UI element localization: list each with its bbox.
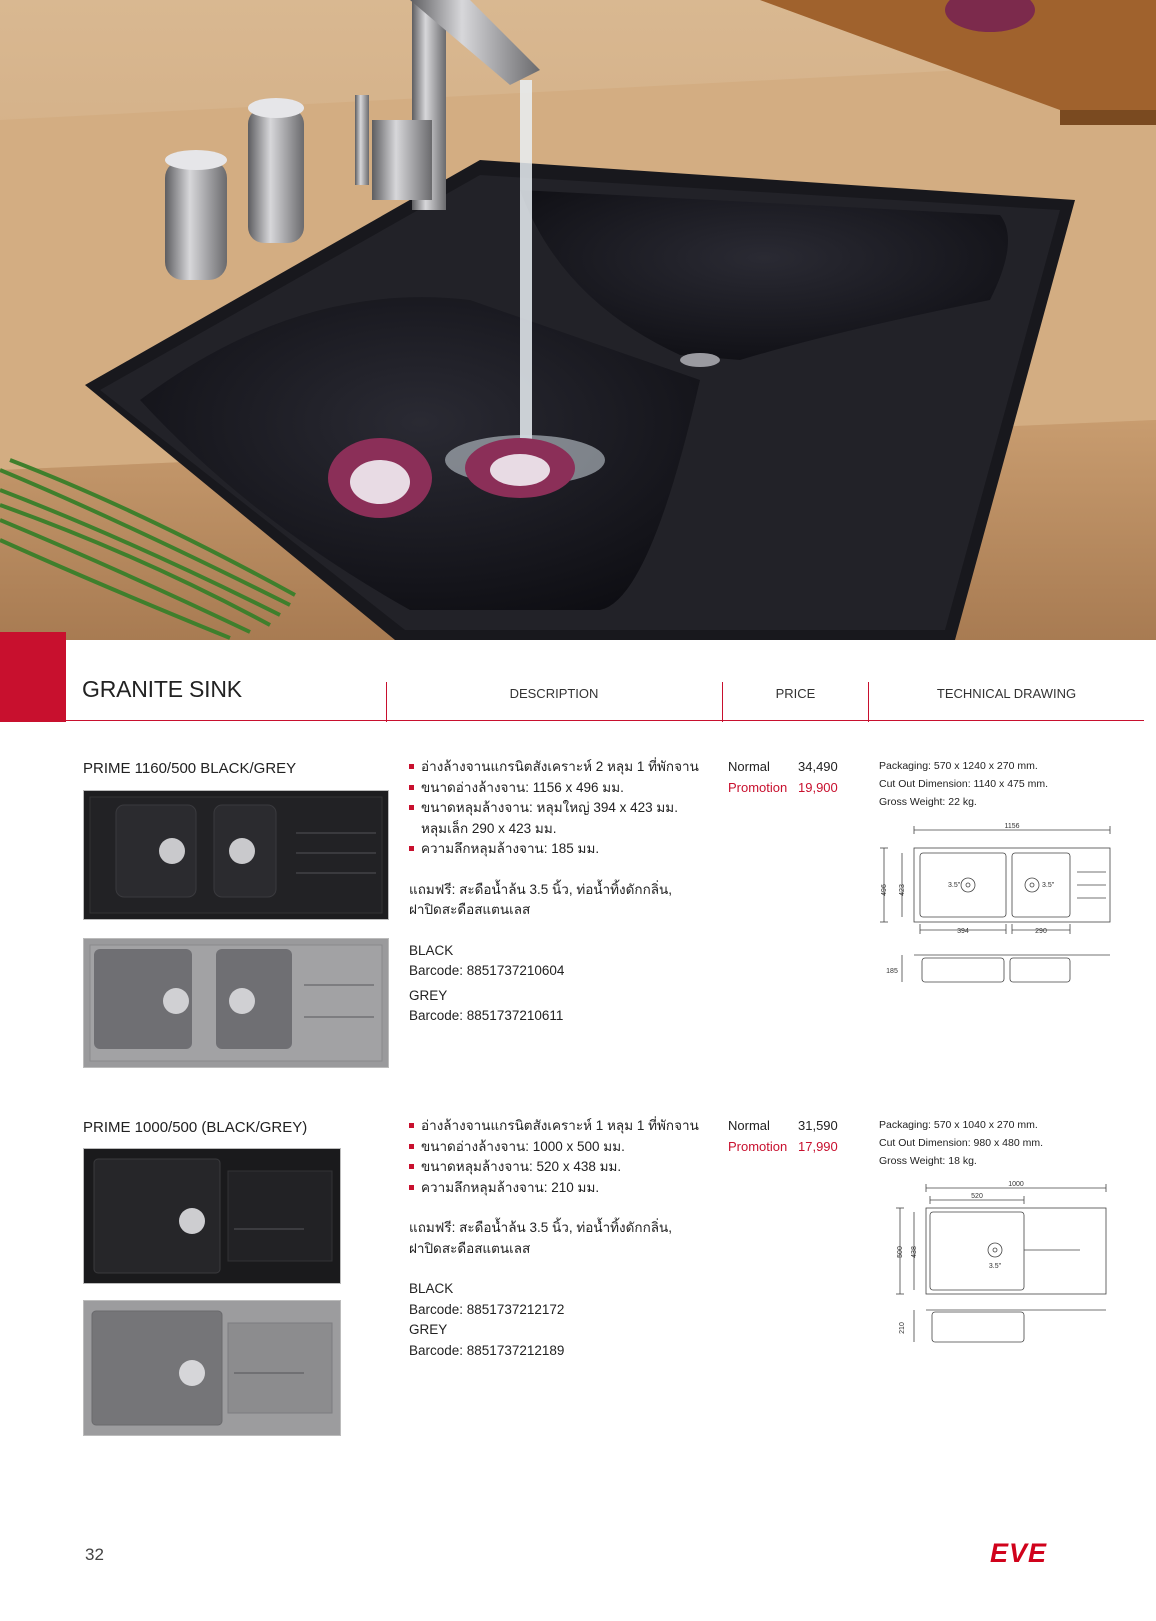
spec-packaging: Packaging: 570 x 1240 x 270 mm. xyxy=(879,760,1038,772)
dim-big-bowl: 394 xyxy=(957,928,969,935)
feature-item: อ่างล้างจานแกรนิตสังเคราะห์ 2 หลุม 1 ที่พักจาน xyxy=(409,757,709,778)
spec-packaging: Packaging: 570 x 1040 x 270 mm. xyxy=(879,1119,1038,1131)
dim-depth: 210 xyxy=(899,1322,906,1334)
spec-cutout: Cut Out Dimension: 1140 x 475 mm. xyxy=(879,778,1049,790)
price-normal-row xyxy=(728,1116,868,1137)
dim-height-inner: 438 xyxy=(911,1246,918,1258)
dim-height-outer: 500 xyxy=(897,1246,904,1258)
spec-block xyxy=(879,757,1139,811)
free-gift-line: แถมฟรี: สะดือน้ำล้น 3.5 นิ้ว, ท่อน้ำทิ้งดักกลิ่น, xyxy=(409,1220,673,1235)
product-image-grey xyxy=(83,938,389,1068)
price-promo-label: Promotion xyxy=(728,1138,788,1154)
column-header-description: DESCRIPTION xyxy=(509,686,599,701)
barcode: Barcode: 8851737210604 xyxy=(409,963,565,978)
header-rule xyxy=(66,720,1144,721)
free-gift-line: ฝาปิดสะดือสแตนเลส xyxy=(409,1240,531,1256)
feature-list xyxy=(409,757,709,860)
product-name: PRIME 1000/500 (BLACK/GREY) xyxy=(83,1119,308,1136)
color-label: BLACK xyxy=(409,942,454,958)
technical-drawing xyxy=(872,820,1112,1010)
brand-logo: EVE xyxy=(990,1538,1048,1568)
price-normal-label: Normal xyxy=(728,759,770,774)
product-description xyxy=(409,1116,709,1361)
dim-height-inner: 423 xyxy=(899,884,906,896)
color-label: BLACK xyxy=(409,1281,454,1296)
product-image-black xyxy=(83,1148,341,1284)
product-image-black xyxy=(83,790,389,920)
price-block xyxy=(728,1116,868,1157)
feature-item: ความลึกหลุมล้างจาน: 210 มม. xyxy=(409,1178,709,1199)
product-image-grey xyxy=(83,1300,341,1436)
product-name: PRIME 1160/500 BLACK/GREY xyxy=(83,760,297,777)
feature-list xyxy=(409,1116,709,1198)
column-header-technical-drawing: TECHNICAL DRAWING xyxy=(936,686,1077,701)
price-normal-value: 31,590 xyxy=(798,1118,838,1133)
free-gift-line: แถมฟรี: สะดือน้ำล้น 3.5 นิ้ว, ท่อน้ำทิ้งดักกลิ่น, xyxy=(409,881,673,897)
feature-item: ขนาดหลุมล้างจาน: หลุมใหญ่ 394 x 423 มม. xyxy=(409,798,709,819)
feature-item: ขนาดอ่างล้างจาน: 1000 x 500 มม. xyxy=(409,1137,709,1158)
spec-block xyxy=(879,1116,1139,1170)
technical-drawing xyxy=(890,1180,1120,1360)
dim-depth: 185 xyxy=(886,968,898,975)
dim-drain: 3.5" xyxy=(1042,882,1055,889)
price-promo-row xyxy=(728,778,868,799)
barcode: Barcode: 8851737212189 xyxy=(409,1342,565,1358)
price-normal-row xyxy=(728,757,868,778)
dim-width: 1156 xyxy=(1004,823,1020,830)
barcode: Barcode: 8851737210611 xyxy=(409,1008,564,1023)
column-header-price: PRICE xyxy=(775,686,816,701)
price-promo-value: 19,900 xyxy=(798,779,838,795)
section-title: GRANITE SINK xyxy=(82,676,242,702)
feature-item-continuation: หลุมเล็ก 290 x 423 มม. xyxy=(421,820,557,836)
spec-weight: Gross Weight: 22 kg. xyxy=(879,796,977,808)
color-label: GREY xyxy=(409,1322,448,1337)
dim-height-outer: 496 xyxy=(881,884,888,896)
hero-photo xyxy=(0,0,1156,640)
price-promo-row xyxy=(728,1137,868,1158)
page-number: 32 xyxy=(85,1545,104,1564)
dim-small-bowl: 290 xyxy=(1035,928,1047,935)
dim-bowl-width: 520 xyxy=(971,1193,983,1200)
feature-item: ขนาดอ่างล้างจาน: 1156 x 496 มม. xyxy=(409,778,709,799)
price-promo-label: Promotion xyxy=(728,779,788,795)
feature-item: ขนาดหลุมล้างจาน: 520 x 438 มม. xyxy=(409,1157,709,1178)
spec-cutout: Cut Out Dimension: 980 x 480 mm. xyxy=(879,1137,1043,1149)
color-label: GREY xyxy=(409,987,448,1003)
price-normal-label: Normal xyxy=(728,1118,770,1133)
spec-weight: Gross Weight: 18 kg. xyxy=(879,1155,977,1167)
dim-drain: 3.5" xyxy=(988,1263,1002,1270)
product-description xyxy=(409,757,709,1027)
price-block xyxy=(728,757,868,798)
section-accent-tab xyxy=(0,632,66,722)
price-promo-value: 17,990 xyxy=(798,1138,838,1154)
dim-width: 1000 xyxy=(1008,1181,1024,1188)
free-gift-line: ฝาปิดสะดือสแตนเลส xyxy=(409,902,531,917)
dim-drain: 3.5" xyxy=(948,882,961,889)
feature-item: อ่างล้างจานแกรนิตสังเคราะห์ 1 หลุม 1 ที่พักจาน xyxy=(409,1116,709,1137)
feature-item: ความลึกหลุมล้างจาน: 185 มม. xyxy=(409,839,709,860)
hero-sink-illustration xyxy=(0,0,1156,640)
barcode: Barcode: 8851737212172 xyxy=(409,1301,565,1317)
price-normal-value: 34,490 xyxy=(798,759,838,774)
